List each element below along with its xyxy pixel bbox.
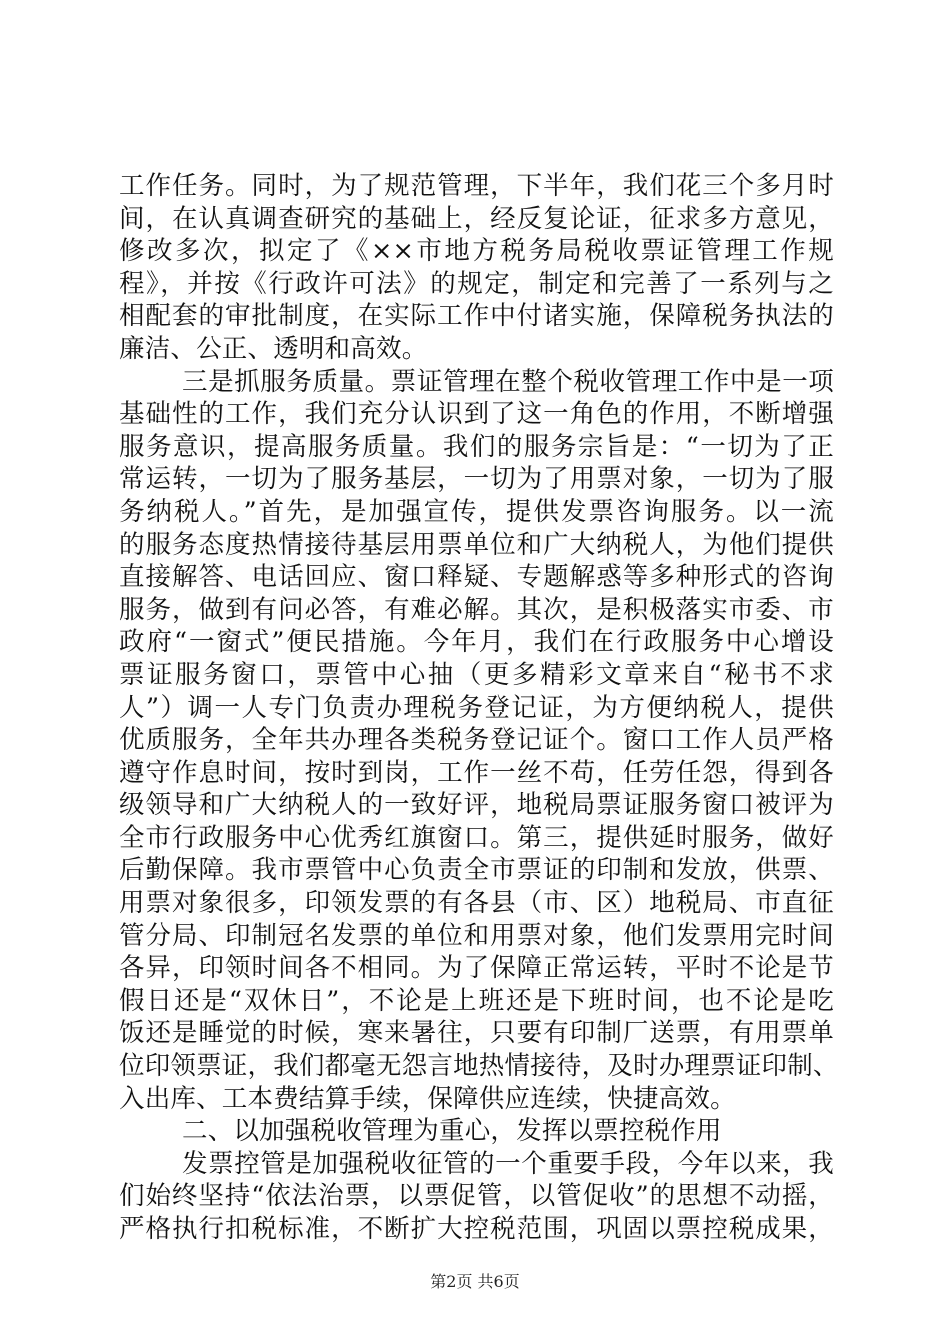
paragraph-start-line: 三是抓服务质量。票证管理在整个税收管理工作中是一项	[182, 366, 834, 397]
text-line: 直接解答、电话回应、窗口释疑、专题解惑等多种形式的咨询	[119, 562, 834, 593]
text-line: 的服务态度热情接待基层用票单位和广大纳税人，为他们提供	[119, 529, 834, 560]
text-line: 管分局、印制冠名发票的单位和用票对象，他们发票用完时间	[119, 920, 834, 951]
text-line: 各异，印领时间各不相同。为了保障正常运转，平时不论是节	[119, 953, 834, 984]
section-heading: 二、以加强税收管理为重心，发挥以票控税作用	[182, 1116, 722, 1147]
page-number-footer: 第2页 共6页	[430, 1272, 520, 1291]
text-line: 政府“一窗式”便民措施。今年月，我们在行政服务中心增设	[119, 627, 834, 658]
text-line: 服务意识，提高服务质量。我们的服务宗旨是：“一切为了正	[119, 431, 834, 462]
text-line: 饭还是睡觉的时候，寒来暑往，只要有印制厂送票，有用票单	[119, 1018, 834, 1049]
text-line: 程》，并按《行政许可法》的规定，制定和完善了一系列与之	[119, 268, 834, 299]
text-line: 级领导和广大纳税人的一致好评，地税局票证服务窗口被评为	[119, 790, 834, 821]
text-line: 用票对象很多，印领发票的有各县（市、区）地税局、市直征	[119, 888, 834, 919]
text-line: 后勤保障。我市票管中心负责全市票证的印制和发放，供票、	[119, 855, 834, 886]
text-line: 间，在认真调查研究的基础上，经反复论证，征求多方意见，	[119, 203, 834, 234]
document-body	[119, 170, 839, 1246]
text-line: 廉洁、公正、透明和高效。	[119, 333, 428, 364]
text-line: 严格执行扣税标准，不断扩大控税范围，巩固以票控税成果，	[119, 1214, 834, 1244]
text-line: 人”）调一人专门负责办理税务登记证，为方便纳税人，提供	[119, 692, 834, 723]
text-line: 假日还是“双休日”，不论是上班还是下班时间，也不论是吃	[119, 985, 834, 1016]
text-line: 基础性的工作，我们充分认识到了这一角色的作用，不断增强	[119, 399, 834, 430]
text-line: 优质服务，全年共办理各类税务登记证个。窗口工作人员严格	[119, 725, 834, 756]
text-line: 修改多次，拟定了《××市地方税务局税收票证管理工作规	[119, 236, 834, 267]
text-line: 入出库、工本费结算手续，保障供应连续，快捷高效。	[119, 1083, 736, 1114]
text-line: 务纳税人。”首先，是加强宣传，提供发票咨询服务。以一流	[119, 496, 834, 527]
text-line: 常运转，一切为了服务基层，一切为了用票对象，一切为了服	[119, 464, 834, 495]
text-line: 遵守作息时间，按时到岗，工作一丝不苟，任劳任怨，得到各	[119, 757, 834, 788]
text-line: 工作任务。同时，为了规范管理，下半年，我们花三个多月时	[119, 171, 834, 201]
paragraph-start-line: 发票控管是加强税收征管的一个重要手段，今年以来，我	[182, 1148, 834, 1179]
text-line: 相配套的审批制度，在实际工作中付诸实施，保障税务执法的	[119, 301, 834, 332]
text-line: 位印领票证，我们都毫无怨言地热情接待，及时办理票证印制、	[119, 1051, 839, 1082]
text-line: 们始终坚持“依法治票，以票促管，以管促收”的思想不动摇，	[119, 1181, 834, 1212]
text-line: 票证服务窗口，票管中心抽（更多精彩文章来自“秘书不求	[119, 659, 834, 690]
text-line: 全市行政服务中心优秀红旗窗口。第三，提供延时服务，做好	[119, 822, 834, 853]
text-line: 服务，做到有问必答，有难必解。其次，是积极落实市委、市	[119, 594, 834, 625]
